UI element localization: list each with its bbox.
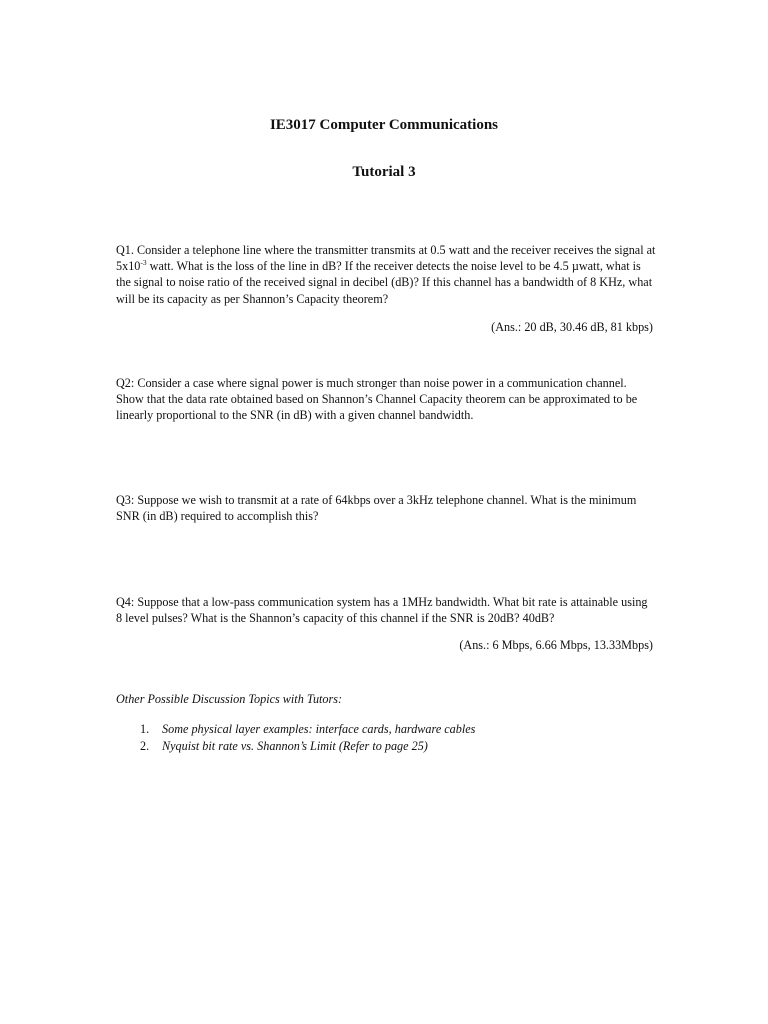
question-1-exponent: -3 <box>140 258 147 268</box>
document-subtitle: Tutorial 3 <box>352 164 416 180</box>
question-4-answer: (Ans.: 6 Mbps, 6.66 Mbps, 13.33Mbps) <box>459 638 653 652</box>
list-item <box>140 738 475 755</box>
question-3: Q3: Suppose we wish to transmit at a rate of 64kbps over a 3kHz telephone channel. What is the minimum SNR (in dB) required to accomplish this? <box>116 493 637 524</box>
document-title: IE3017 Computer Communications <box>269 117 499 133</box>
question-4: Q4: Suppose that a low-pass communication system has a 1MHz bandwidth. What bit rate is attainable using 8 level pulses? What is the Shannon’s capacity of this channel if the SNR is 20dB? 40dB? <box>116 595 648 626</box>
question-1-text-part2: watt. What is the loss of the line in dB? If the receiver detects the noise level to be 4.5 µwatt, what is the signal to noise ratio of the received signal in decibel (dB)? If this channel has a bandwidth of 8 KHz, what will be its capacity as per Shannon’s Capacity theorem? <box>116 259 653 306</box>
list-item-text: Some physical layer examples: interface cards, hardware cables <box>162 722 476 736</box>
discussion-heading: Other Possible Discussion Topics with Tutors: <box>116 692 343 706</box>
list-item <box>140 721 475 738</box>
question-1 <box>116 242 656 307</box>
question-1-text-part1: Q1. Consider a telephone line where the transmitter transmits at 0.5 watt and the receiver receives the signal at 5x10 <box>116 243 656 274</box>
list-item-number: 2. <box>140 738 150 753</box>
question-2: Q2: Consider a case where signal power is much stronger than noise power in a communication channel. Show that the data rate obtained based on Shannon’s Channel Capacity theorem can be approximated to be linearly proportional to the SNR (in dB) with a given channel bandwidth. <box>116 376 638 423</box>
discussion-list <box>140 721 475 754</box>
list-item-text: Nyquist bit rate vs. Shannon’s Limit (Refer to page 25) <box>162 738 428 753</box>
list-item-number: 1. <box>140 722 150 736</box>
question-1-answer: (Ans.: 20 dB, 30.46 dB, 81 kbps) <box>491 320 653 334</box>
